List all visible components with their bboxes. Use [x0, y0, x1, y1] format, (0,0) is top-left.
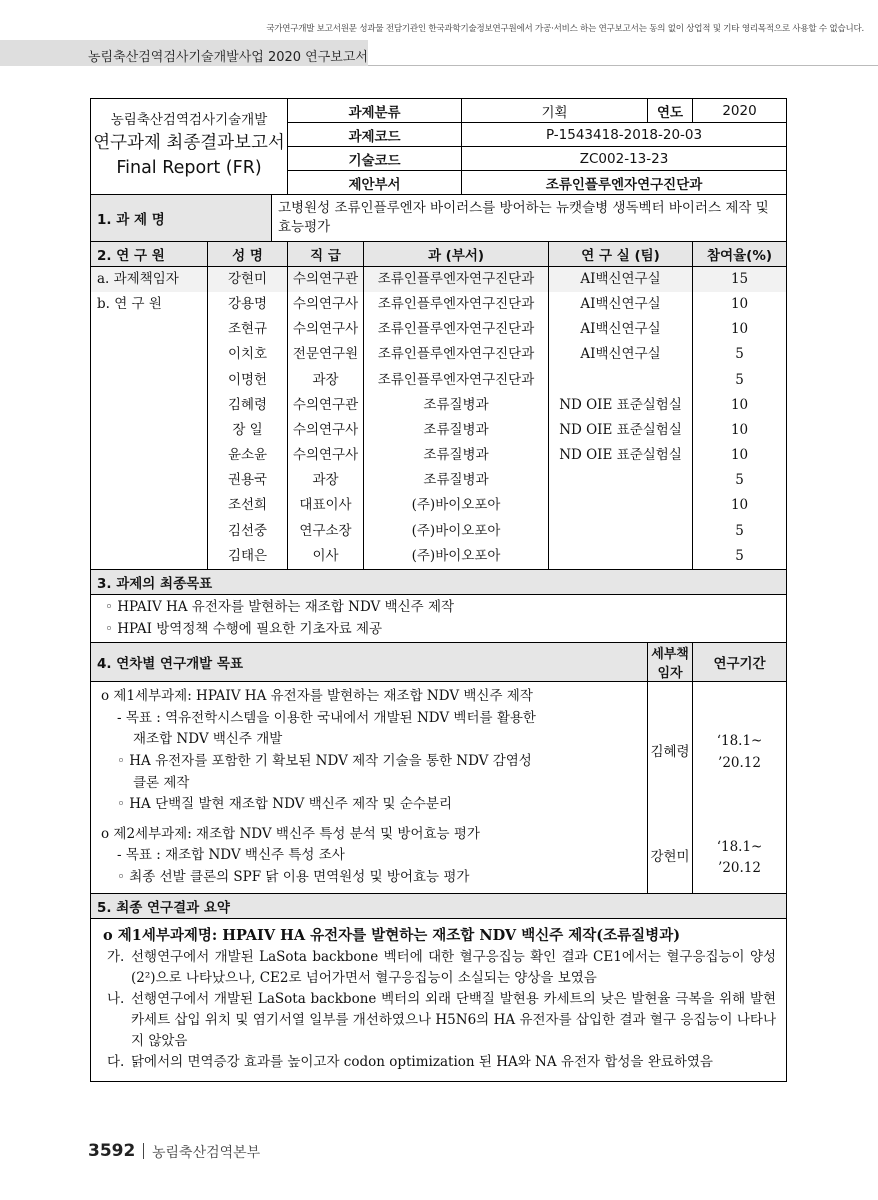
researcher-name: 강용명	[227, 295, 268, 312]
goal-item: ◦ HPAIV HA 유전자를 발현하는 재조합 NDV 백신주 제작	[105, 599, 455, 616]
participation-rate: 5	[735, 522, 744, 539]
report-title-kr: 연구과제 최종결과보고서	[93, 132, 285, 153]
researcher-lab	[549, 519, 692, 544]
lab-column	[549, 266, 693, 569]
researcher-name: 김혜령	[227, 396, 268, 413]
goal-header-row	[91, 570, 787, 595]
participation-rate: 15	[693, 267, 786, 292]
researcher-name: 이치호	[227, 346, 268, 363]
researcher-lab: AI백신연구실	[580, 346, 661, 363]
researcher-rank: 연구소장	[299, 522, 352, 539]
sub1-goal-cont: 재조합 NDV 백신주 개발	[133, 731, 283, 748]
summary-item	[103, 1052, 776, 1073]
researcher-lab	[549, 368, 692, 393]
goal-section-label: 3. 과제의 최종목표	[91, 570, 787, 595]
tech-code-value: ZC002-13-23	[462, 147, 787, 171]
summary-body-row	[91, 918, 787, 1081]
sub2-period-end: ’20.12	[718, 860, 761, 877]
report-title-block	[91, 99, 288, 195]
researcher-dept: 조류질병과	[423, 447, 489, 464]
researcher-name: 강현미	[208, 267, 287, 292]
researcher-name: 조현규	[227, 321, 268, 338]
classification-value: 기획	[462, 99, 648, 123]
participation-rate: 10	[730, 447, 749, 464]
researcher-header-row	[91, 241, 787, 266]
participation-rate: 5	[735, 547, 744, 564]
participation-rate: 10	[730, 295, 749, 312]
researcher-name: 김선중	[227, 522, 268, 539]
col-dept-header: 과 (부서)	[364, 241, 549, 266]
classification-label: 과제분류	[288, 99, 462, 123]
participation-rate: 10	[730, 497, 749, 514]
researcher-name: 윤소윤	[227, 447, 268, 464]
meta-row-1	[91, 99, 787, 123]
sub2-pi: 강현미	[648, 820, 693, 893]
researcher-rank: 수의연구관	[292, 396, 359, 413]
researcher-rank: 과장	[312, 371, 339, 388]
summary-content	[91, 918, 787, 1081]
sub1-period-start: ‘18.1~	[716, 733, 763, 750]
researcher-dept: (주)바이오포아	[411, 497, 501, 514]
researcher-rank: 대표이사	[299, 497, 352, 514]
researcher-name: 장 일	[232, 421, 263, 438]
researcher-name: 김태은	[227, 547, 268, 564]
summary-item-marker: 다.	[107, 1053, 125, 1070]
page-number: 3592	[88, 1141, 136, 1161]
summary-subproject-title: o 제1세부과제명: HPAIV HA 유전자를 발현하는 재조합 NDV 백신주 제작(조류질병과)	[103, 926, 681, 944]
running-header-band	[0, 40, 368, 66]
researcher-rank: 전문연구원	[292, 346, 359, 363]
participation-rate: 10	[730, 321, 749, 338]
researcher-rank: 수의연구사	[292, 447, 359, 464]
role-column	[91, 266, 208, 569]
plan-sub2-row	[91, 820, 787, 893]
researcher-dept: 조류인플루엔자연구진단과	[377, 321, 535, 338]
plan-header-row	[91, 643, 787, 682]
col-rank-header: 직 급	[288, 241, 364, 266]
participation-rate: 5	[735, 371, 744, 388]
researcher-lab	[549, 544, 692, 569]
sub1-period-end: ’20.12	[718, 755, 761, 771]
researcher-rank: 수의연구사	[292, 295, 359, 312]
summary-item-text: 선행연구에서 개발된 LaSota backbone 벡터에 대한 혈구응집능 확인 결과 CE1에서는 혈구응집능이 양성(2²)으로 나타났으나, CE2로 넘어가면서 혈구응집능이 소실되는 양상을 보였음	[131, 949, 777, 986]
researcher-rank: 수의연구관	[288, 267, 363, 292]
researcher-lab: AI백신연구실	[580, 295, 661, 312]
sub1-item: ◦ HA 유전자를 포함한 기 확보된 NDV 제작 기술을 통한 NDV 감염성	[117, 753, 532, 769]
dept-column	[364, 266, 549, 569]
program-name: 농림축산검역검사기술개발	[110, 112, 268, 129]
researcher-name: 이명헌	[227, 371, 268, 388]
project-code-value: P-1543418-2018-20-03	[462, 123, 787, 147]
role-pi: a. 과제책임자	[91, 267, 207, 292]
sub2-period	[693, 820, 787, 893]
researcher-body-row	[91, 266, 787, 569]
role-researcher: b. 연 구 원	[97, 295, 162, 312]
plan-pi-header: 세부책임자	[648, 643, 693, 682]
summary-item	[103, 989, 776, 1052]
dept-label: 제안부서	[288, 171, 462, 195]
researcher-name: 권용국	[227, 472, 268, 489]
summary-item	[103, 947, 776, 989]
project-code-label: 과제코드	[288, 123, 462, 147]
dept-value: 조류인플루엔자연구진단과	[462, 171, 787, 195]
researcher-dept: 조류인플루엔자연구진단과	[377, 346, 535, 363]
goal-list	[91, 595, 787, 643]
plan-sub1-row	[91, 682, 787, 820]
year-value: 2020	[693, 99, 787, 123]
plan-section-label: 4. 연차별 연구개발 목표	[91, 643, 648, 682]
report-table	[90, 98, 787, 1082]
participation-rate: 10	[730, 421, 749, 438]
participation-rate: 5	[735, 472, 744, 489]
summary-item-text: 닭에서의 면역증강 효과를 높이고자 codon optimization 된 HA와 NA 유전자 합성을 완료하였음	[131, 1053, 713, 1070]
summary-item-marker: 나.	[107, 990, 125, 1007]
plan-period-header: 연구기간	[693, 643, 787, 682]
summary-item-marker: 가.	[107, 949, 125, 966]
summary-header-row	[91, 893, 787, 918]
sub1-item-cont: 클론 제작	[133, 774, 190, 791]
researcher-dept: (주)바이오포아	[411, 547, 501, 564]
participation-rate: 10	[730, 396, 749, 413]
col-rate-header: 참여율(%)	[693, 241, 787, 266]
researcher-rank: 과장	[312, 472, 339, 489]
col-lab-header: 연 구 실 (팀)	[549, 241, 693, 266]
rank-column	[288, 266, 364, 569]
researcher-dept: 조류질병과	[423, 472, 489, 489]
researcher-dept: 조류인플루엔자연구진단과	[377, 371, 535, 388]
sub1-item: ◦ HA 단백질 발현 재조합 NDV 백신주 제작 및 순수분리	[117, 796, 452, 813]
project-title-row	[91, 195, 787, 242]
running-header: 농림축산검역검사기술개발사업 2020 연구보고서	[88, 50, 368, 65]
tech-code-label: 기술코드	[288, 147, 462, 171]
col-name-header: 성 명	[208, 241, 288, 266]
researcher-lab: ND OIE 표준실험실	[559, 447, 682, 464]
sub1-content	[91, 682, 648, 820]
researcher-rank: 수의연구사	[292, 421, 359, 438]
researcher-lab: AI백신연구실	[580, 321, 661, 338]
sub2-title: o 제2세부과제: 재조합 NDV 백신주 특성 분석 및 방어효능 평가	[101, 825, 480, 842]
name-column	[208, 266, 288, 569]
rate-column	[693, 266, 787, 569]
project-title-label: 1. 과 제 명	[91, 195, 272, 242]
participation-rate: 5	[735, 346, 744, 363]
sub2-period-start: ‘18.1~	[716, 838, 763, 855]
project-title: 고병원성 조류인플루엔자 바이러스를 방어하는 뉴캣슬병 생독벡터 바이러스 제작 및 효능평가	[272, 195, 787, 242]
researcher-dept: (주)바이오포아	[411, 522, 501, 539]
footer-org: 농림축산검역본부	[152, 1145, 261, 1161]
year-label: 연도	[648, 99, 693, 123]
sub1-title: o 제1세부과제: HPAIV HA 유전자를 발현하는 재조합 NDV 백신주 제작	[101, 688, 533, 705]
researcher-dept: 조류질병과	[423, 396, 489, 413]
researcher-rank: 수의연구사	[292, 321, 359, 338]
researcher-rank: 이사	[312, 547, 339, 564]
sub1-goal: - 목표 : 역유전학시스템을 이용한 국내에서 개발된 NDV 벡터를 활용한	[117, 709, 536, 726]
sub2-content	[91, 820, 648, 893]
sub2-goal: - 목표 : 재조합 NDV 백신주 특성 조사	[117, 847, 345, 864]
sub2-item: ◦ 최종 선발 클론의 SPF 닭 이용 면역원성 및 방어효능 평가	[117, 868, 470, 885]
summary-section-label: 5. 최종 연구결과 요약	[91, 893, 787, 918]
researcher-name: 조선희	[227, 497, 268, 514]
researcher-dept: 조류질병과	[423, 421, 489, 438]
researcher-lab: ND OIE 표준실험실	[559, 421, 682, 438]
summary-item-text: 선행연구에서 개발된 LaSota backbone 벡터의 외래 단백질 발현용 카세트의 낮은 발현율 극복을 위해 발현카세트 삽입 위치 및 염기서열 일부를 개선하였으나 H5N6의 HA 유전자를 삽입한 결과 혈구 응집능이 나타나지 않았음	[131, 990, 777, 1049]
footer-divider	[143, 1143, 144, 1159]
goal-item: ◦ HPAI 방역정책 수행에 필요한 기초자료 제공	[105, 620, 383, 637]
researcher-lab	[549, 468, 692, 493]
researcher-lab: ND OIE 표준실험실	[559, 396, 682, 413]
sub1-period	[693, 682, 787, 820]
sub1-pi: 김혜령	[648, 682, 693, 820]
researcher-lab	[549, 493, 692, 518]
researcher-lab: AI백신연구실	[549, 267, 692, 292]
researcher-dept: 조류인플루엔자연구진단과	[364, 267, 548, 292]
copyright-notice: 국가연구개발 보고서원문 성과물 전담기관인 한국과학기술정보연구원에서 가공·서비스 하는 연구보고서는 동의 없이 상업적 및 기타 영리목적으로 사용할 수 없습니다.	[266, 24, 864, 34]
researcher-section-label: 2. 연 구 원	[91, 241, 208, 266]
goal-body-row	[91, 595, 787, 643]
researcher-dept: 조류인플루엔자연구진단과	[377, 295, 535, 312]
header-rule	[368, 40, 878, 66]
report-title-en: Final Report (FR)	[116, 158, 262, 179]
